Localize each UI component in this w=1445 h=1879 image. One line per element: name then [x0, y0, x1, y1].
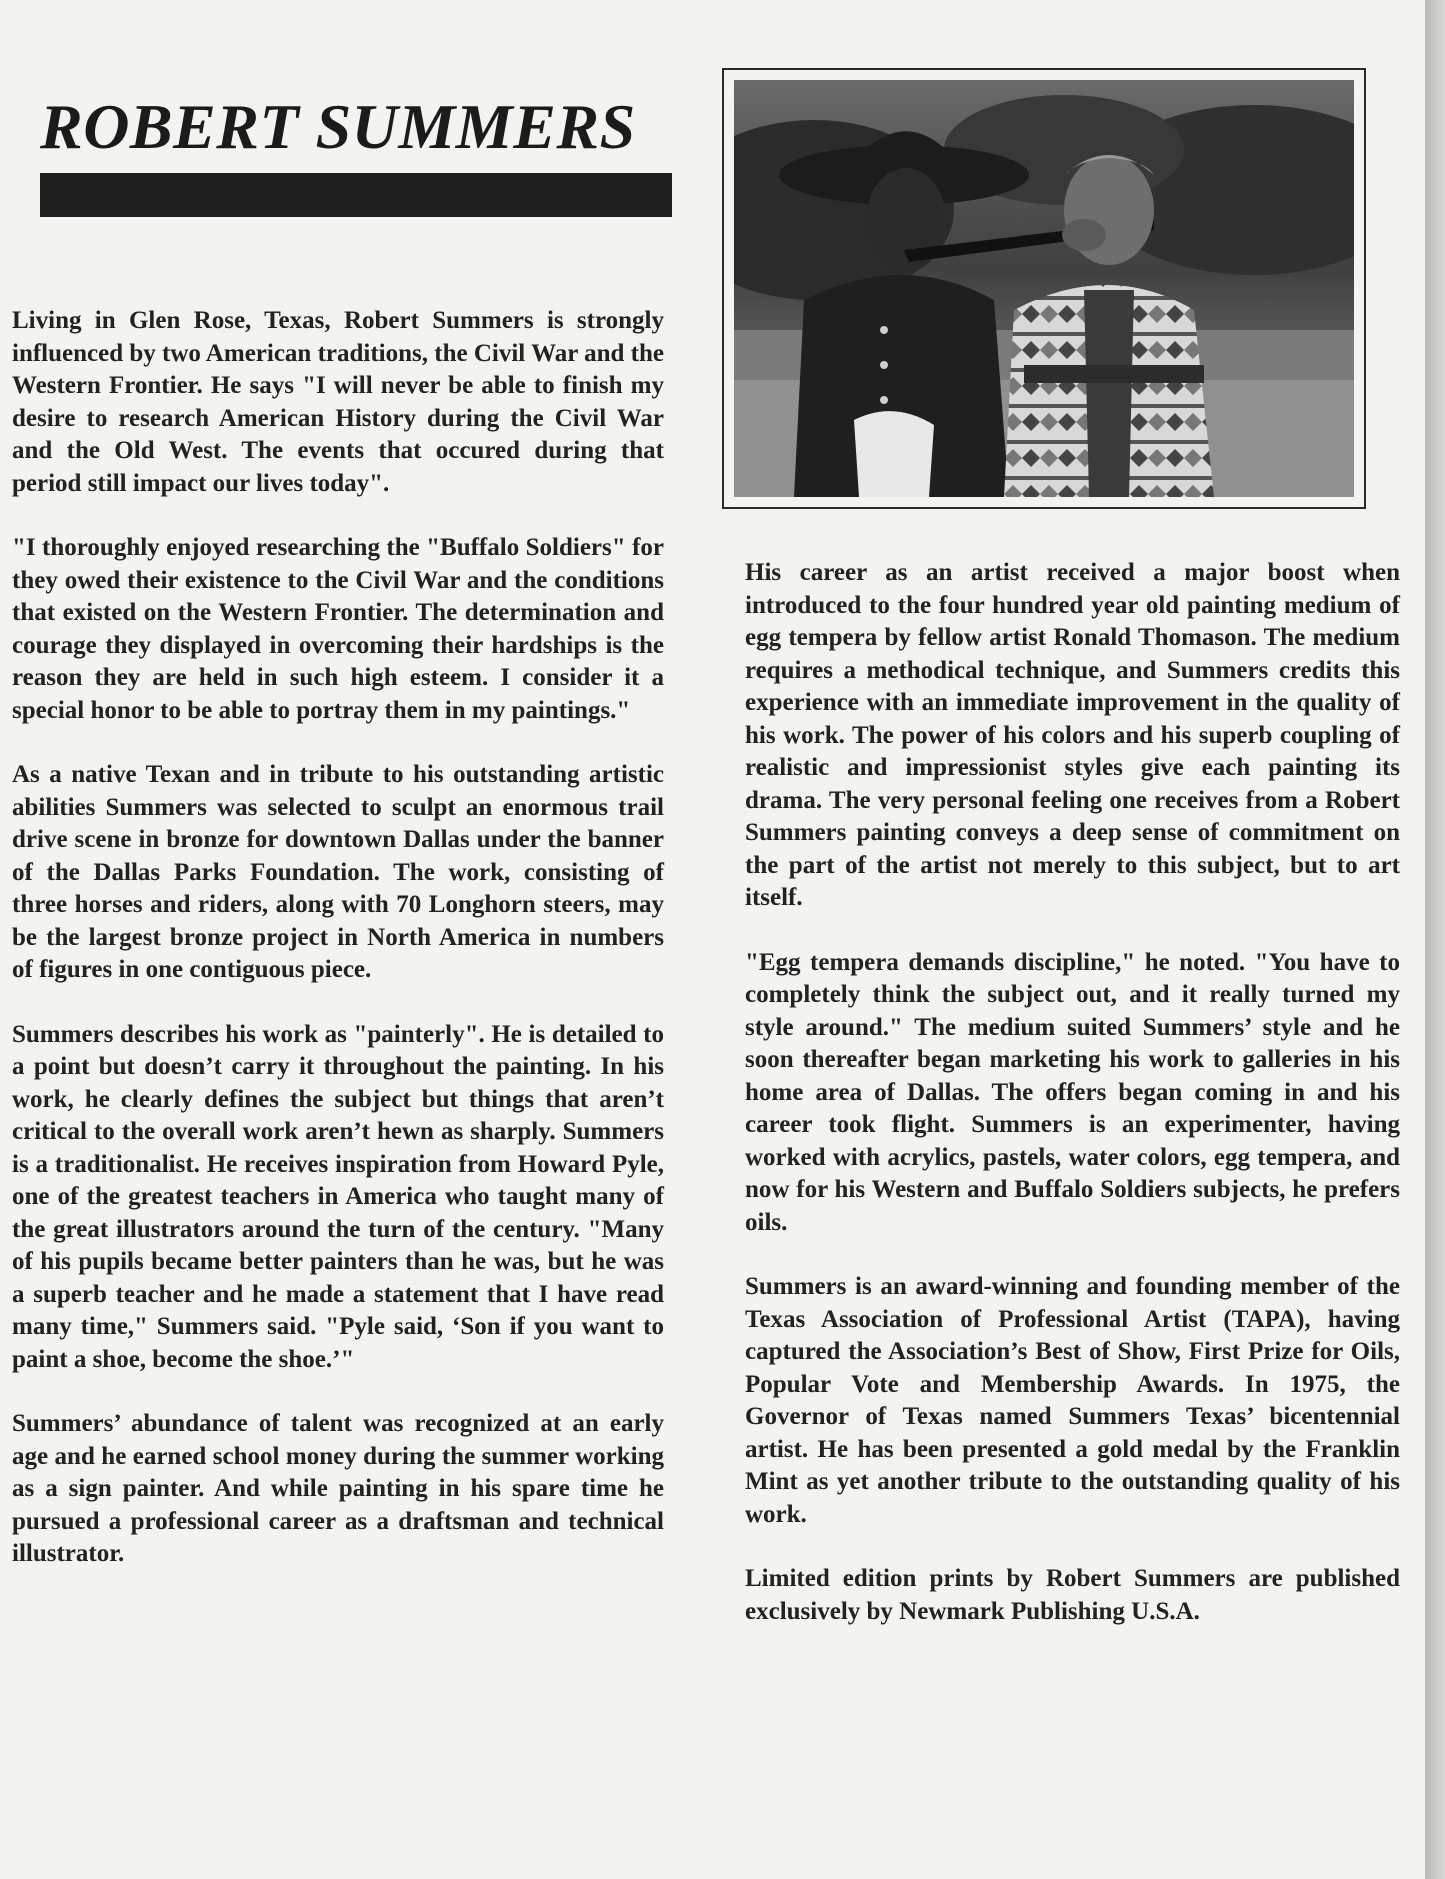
paragraph: "I thoroughly enjoyed researching the "Buffalo Soldiers" for they owed their existence to the Civil War and the conditions that existed on the Western Frontier. The determination and courage they displayed in overcoming their hardships is the reason they are held in such high esteem. I consider it a special honor to be able to portray them in my paintings." [12, 534, 664, 724]
photo-frame [722, 68, 1366, 509]
page-edge [1425, 0, 1445, 1879]
page-title: ROBERT SUMMERS [40, 91, 636, 162]
paragraph: Summers’ abundance of talent was recognized at an early age and he earned school money during the summer working as a sign painter. And while painting in his spare time he pursued a professional career as a draftsman and technical illustrator. [12, 1410, 664, 1567]
paragraph: As a native Texan and in tribute to his outstanding artistic abilities Summers was selected to sculpt an enormous trail drive scene in bronze for downtown Dallas under the banner of the Dallas Parks Foundation. The work, consisting of three horses and riders, along with 70 Longhorn steers, may be the largest bronze project in North America in numbers of figures in one contiguous piece. [12, 761, 664, 983]
paragraph: Living in Glen Rose, Texas, Robert Summers is strongly influenced by two American traditions, the Civil War and the Western Frontier. He says "I will never be able to finish my desire to research American History during the Civil War and the Old West. The events that occured during that period still impact our lives today". [12, 307, 664, 497]
paragraph: His career as an artist received a major boost when introduced to the four hundred year old painting medium of egg tempera by fellow artist Ronald Thomason. The medium requires a methodical technique, and Summers credits this experience with an immediate improvement in the quality of his work. The power of his colors and his superb coupling of realistic and impressionist styles give each painting its drama. The very personal feeling one receives from a Robert Summers painting conveys a deep sense of commitment on the part of the artist not merely to this subject, but to art itself. [745, 559, 1400, 911]
paragraph: "Egg tempera demands discipline," he noted. "You have to completely think the subject out, and it really turned my style around." The medium suited Summers’ style and he soon thereafter began marketing his work to galleries in his home area of Dallas. The offers began coming in and his career took flight. Summers is an experimenter, having worked with acrylics, pastels, water colors, egg tempera, and now for his Western and Buffalo Soldiers subjects, he prefers oils. [745, 948, 1400, 1236]
left-column [12, 305, 664, 1603]
paragraph: Summers describes his work as "painterly". He is detailed to a point but doesn’t carry it throughout the painting. In his work, he clearly defines the subject but things that aren’t critical to the overall work aren’t hewn as sharply. Summers is a traditionalist. He receives inspiration from Howard Pyle, one of the greatest teachers in America who taught many of the great illustrators around the turn of the century. "Many of his pupils became better painters than he was, but he was a superb teacher and he made a statement that I have read many time," Summers said. "Pyle said, ‘Son if you want to paint a shoe, become the shoe.’" [12, 1020, 664, 1373]
photo [734, 80, 1354, 497]
paragraph: Summers is an award-winning and founding member of the Texas Association of Professional Artist (TAPA), having captured the Association’s Best of Show, First Prize for Oils, Popular Vote and Membership Awards. In 1975, the Governor of Texas named Summers Texas’ bicentennial artist. He has been presented a gold medal by the Franklin Mint as yet another tribute to the outstanding quality of his work. [745, 1273, 1400, 1528]
title-underline-bar [40, 173, 672, 217]
photo-two-men-western-icon [734, 80, 1354, 497]
paragraph: Limited edition prints by Robert Summers are published exclusively by Newmark Publishing U.S.A. [745, 1565, 1400, 1625]
right-column [745, 557, 1400, 1660]
